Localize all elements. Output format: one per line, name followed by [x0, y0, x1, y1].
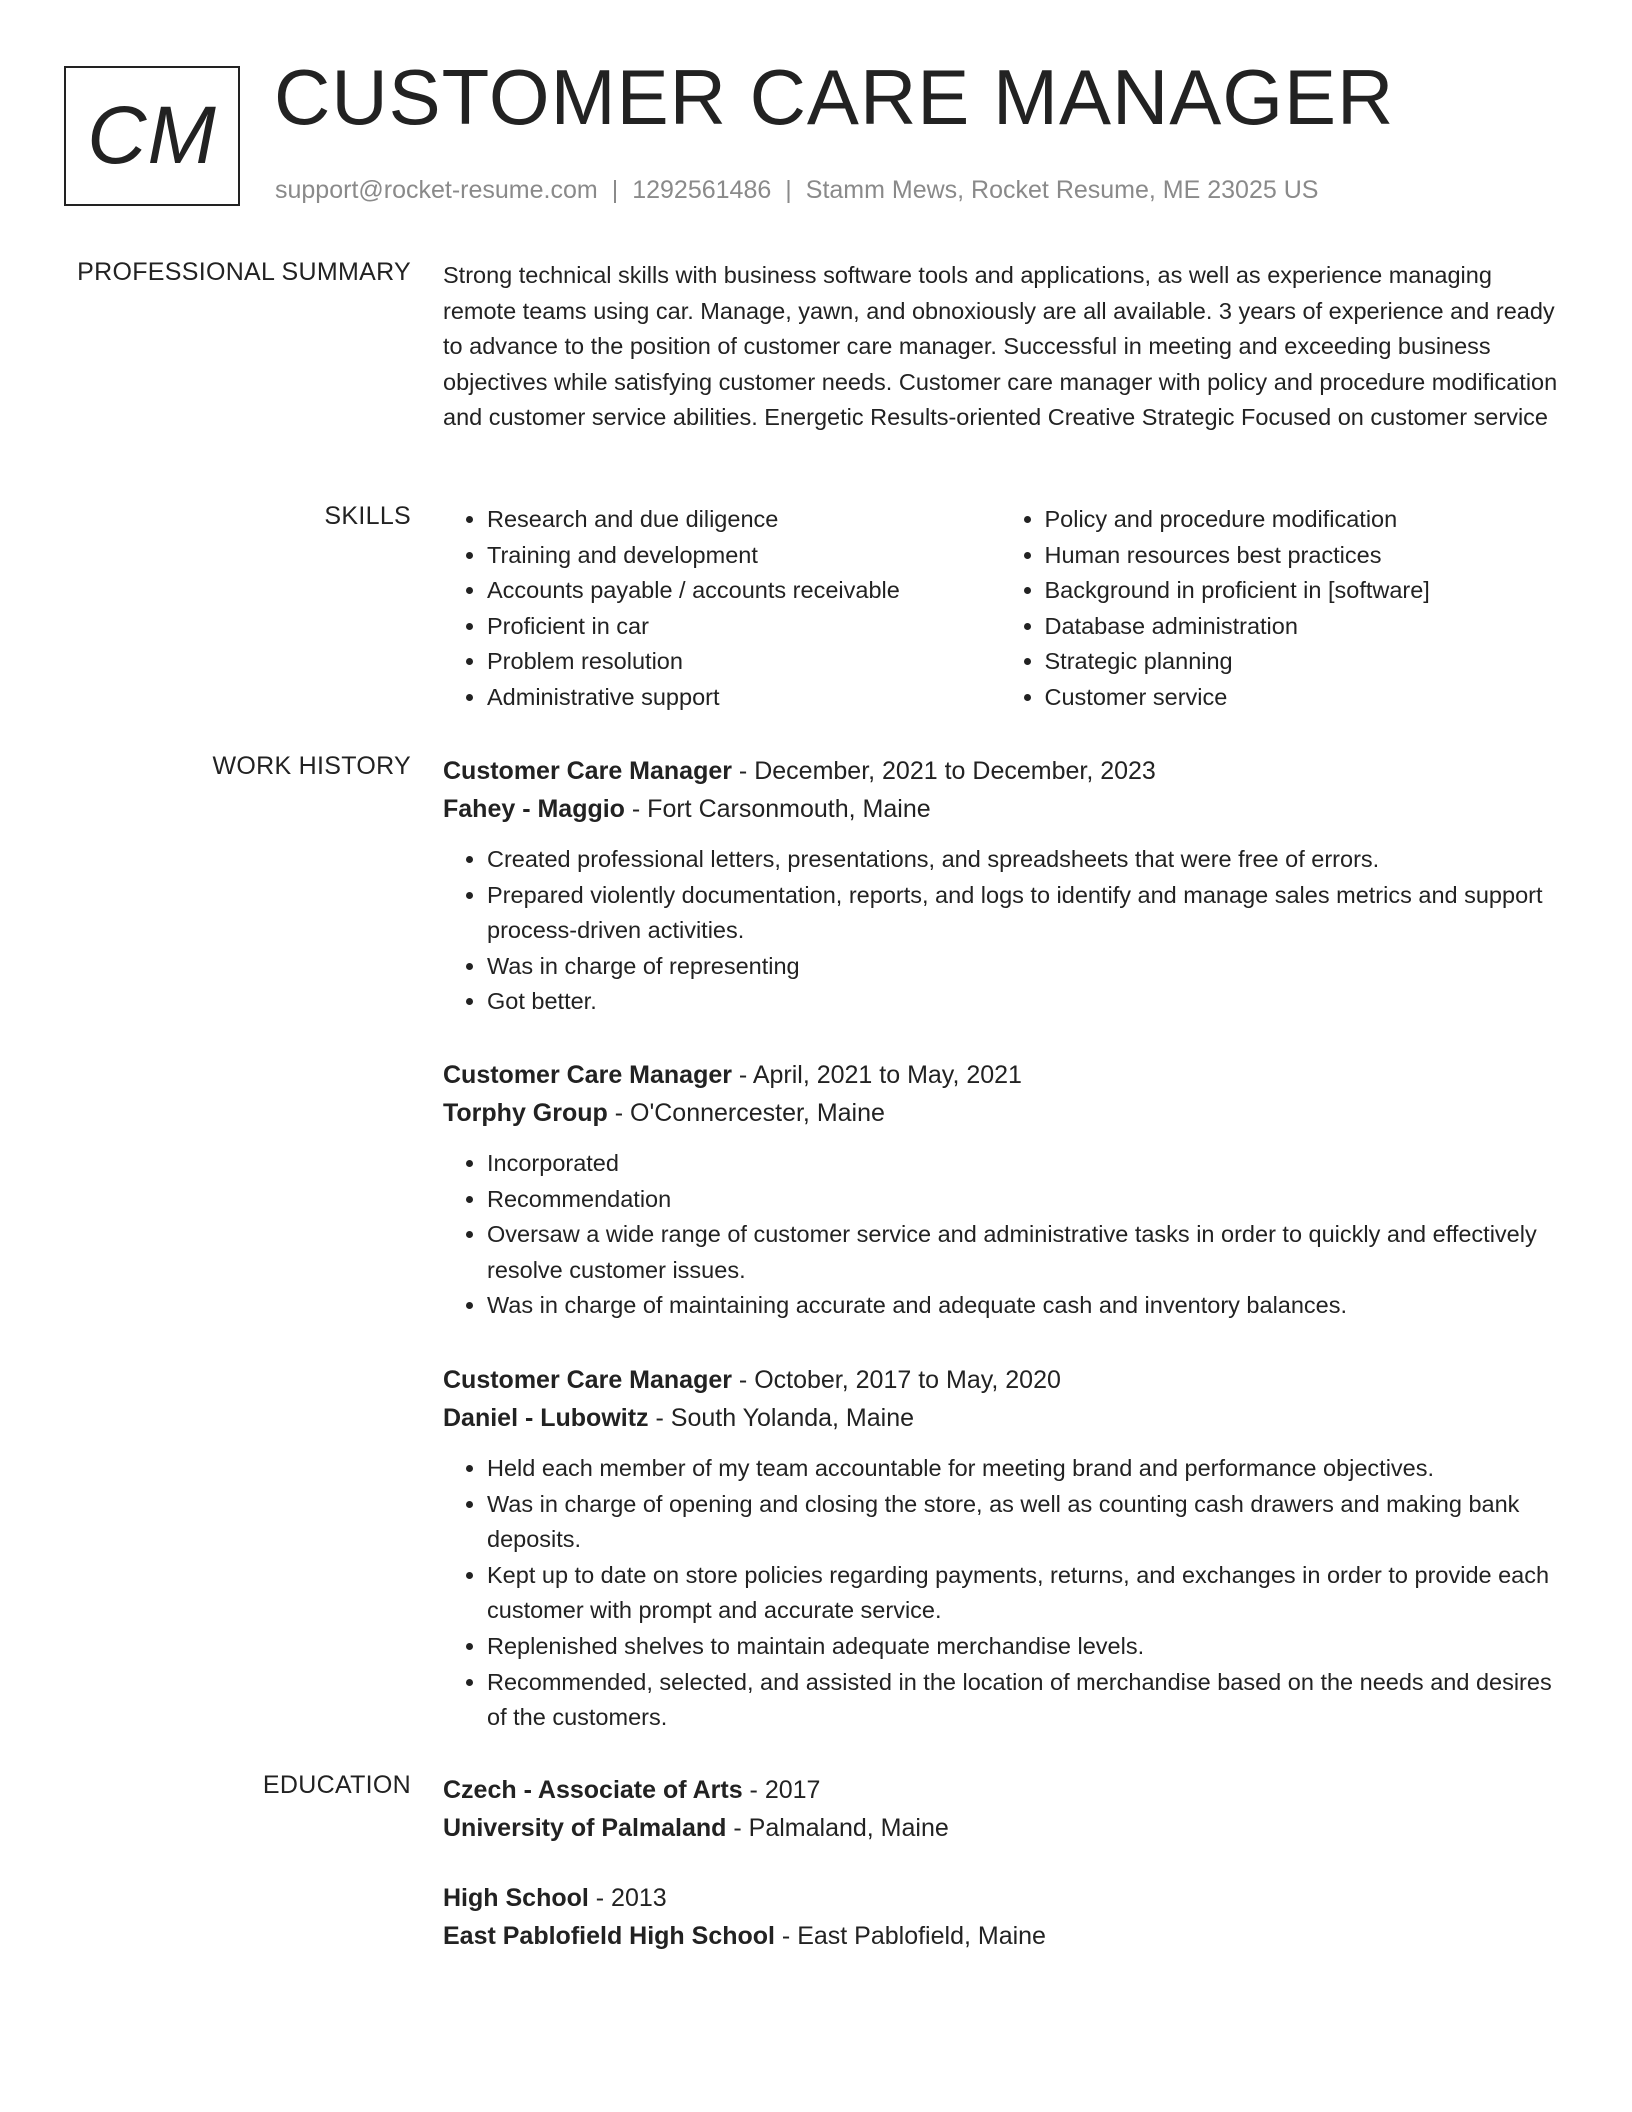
- list-item: • Customer service: [1045, 680, 1559, 716]
- list-item: • Accounts payable / accounts receivable: [487, 573, 1001, 609]
- section-label-summary: PROFESSIONAL SUMMARY: [77, 258, 411, 286]
- job-dates: - April, 2021 to May, 2021: [731, 1061, 1022, 1089]
- degree: High School: [443, 1884, 589, 1912]
- monogram: CM: [64, 66, 240, 206]
- job-company-line: [443, 1399, 1558, 1437]
- list-item: • Held each member of my team accountable for meeting brand and performance objectives.: [487, 1451, 1558, 1487]
- degree-line: [443, 1879, 1558, 1917]
- separator: |: [611, 176, 619, 204]
- list-item: • Replenished shelves to maintain adequate merchandise levels.: [487, 1629, 1558, 1665]
- list-item: • Kept up to date on store policies regarding payments, returns, and exchanges in order to provide each customer with prompt and accurate service.: [487, 1558, 1558, 1629]
- list-item: • Prepared violently documentation, reports, and logs to identify and manage sales metrics and support process-driven activities.: [487, 878, 1558, 949]
- job-dates: - December, 2021 to December, 2023: [731, 757, 1156, 785]
- list-item: • Created professional letters, presentations, and spreadsheets that were free of errors.: [487, 842, 1558, 878]
- job-title: Customer Care Manager: [443, 1061, 732, 1089]
- separator: |: [785, 176, 792, 204]
- job-location: - South Yolanda, Maine: [648, 1404, 915, 1432]
- job-title: Customer Care Manager: [443, 1366, 732, 1394]
- skills-list-right: [1001, 502, 1559, 716]
- school: University of Palmaland: [443, 1814, 727, 1842]
- section-label-work: WORK HISTORY: [212, 752, 411, 780]
- list-item: • Background in proficient in [software]: [1045, 573, 1559, 609]
- list-item: • Research and due diligence: [487, 502, 1001, 538]
- summary-text: Strong technical skills with business software tools and applications, as well as experience managing remote teams using car. Manage, yawn, and obnoxiously are all available. 3 years of experience and ready to advance to the position of customer care manager. Successful in meeting and exceeding business objectives while satisfying customer needs. Customer care manager with policy and procedure modification and customer service abilities. Energetic Results-oriented Creative Strategic Focused on customer service: [443, 262, 1558, 431]
- job-title-line: [443, 752, 1558, 790]
- school-location: - East Pablofield, Maine: [774, 1922, 1046, 1950]
- job-company-line: [443, 790, 1558, 828]
- list-item: • Database administration: [1045, 609, 1559, 645]
- skills-body: [443, 502, 1558, 716]
- job-entry: [443, 1361, 1558, 1736]
- job-bullets: [443, 1451, 1558, 1736]
- list-item: • Got better.: [487, 984, 1558, 1020]
- job-company-line: [443, 1094, 1558, 1132]
- section-label-education: EDUCATION: [262, 1771, 411, 1799]
- list-item: • Human resources best practices: [1045, 538, 1559, 574]
- job-title-line: [443, 1056, 1558, 1094]
- section-label-skills: SKILLS: [324, 502, 411, 530]
- summary-body: [443, 258, 1558, 436]
- list-item: • Training and development: [487, 538, 1001, 574]
- degree-line: [443, 1771, 1558, 1809]
- skills-grid: [443, 502, 1558, 716]
- job-entry: [443, 1056, 1558, 1324]
- school-location: - Palmaland, Maine: [726, 1814, 949, 1842]
- degree: Czech - Associate of Arts: [443, 1776, 743, 1804]
- job-entry: [443, 752, 1558, 1020]
- job-dates: - October, 2017 to May, 2020: [731, 1366, 1061, 1394]
- page-title: CUSTOMER CARE MANAGER: [274, 53, 1395, 141]
- list-item: • Recommended, selected, and assisted in the location of merchandise based on the needs and desires of the customers.: [487, 1665, 1558, 1736]
- list-item: • Administrative support: [487, 680, 1001, 716]
- list-item: • Oversaw a wide range of customer service and administrative tasks in order to quickly and effectively resolve customer issues.: [487, 1217, 1558, 1288]
- school-line: [443, 1917, 1558, 1955]
- job-company: Fahey - Maggio: [443, 795, 625, 823]
- job-title: Customer Care Manager: [443, 757, 732, 785]
- list-item: • Was in charge of representing: [487, 949, 1558, 985]
- job-bullets: [443, 842, 1558, 1020]
- education-entry: [443, 1771, 1558, 1847]
- year: - 2013: [588, 1884, 667, 1912]
- skills-list-left: [443, 502, 1001, 716]
- list-item: • Recommendation: [487, 1182, 1558, 1218]
- list-item: • Problem resolution: [487, 644, 1001, 680]
- phone-text: 1292561486: [632, 176, 772, 204]
- job-location: - Fort Carsonmouth, Maine: [624, 795, 931, 823]
- school: East Pablofield High School: [443, 1922, 775, 1950]
- list-item: • Was in charge of maintaining accurate and adequate cash and inventory balances.: [487, 1288, 1558, 1324]
- job-bullets: [443, 1146, 1558, 1324]
- list-item: • Incorporated: [487, 1146, 1558, 1182]
- list-item: • Policy and procedure modification: [1045, 502, 1559, 538]
- education-entry: [443, 1879, 1558, 1955]
- list-item: • Proficient in car: [487, 609, 1001, 645]
- list-item: • Was in charge of opening and closing the store, as well as counting cash drawers and making bank deposits.: [487, 1487, 1558, 1558]
- address-text: Stamm Mews, Rocket Resume, ME 23025 US: [805, 176, 1319, 204]
- job-company: Torphy Group: [443, 1099, 608, 1127]
- email-link[interactable]: support@rocket-resume.com: [275, 176, 598, 204]
- job-company: Daniel - Lubowitz: [443, 1404, 649, 1432]
- job-title-line: [443, 1361, 1558, 1399]
- year: - 2017: [742, 1776, 821, 1804]
- job-location: - O'Connercester, Maine: [607, 1099, 885, 1127]
- contact-line: [275, 176, 1318, 205]
- list-item: • Strategic planning: [1045, 644, 1559, 680]
- school-line: [443, 1809, 1558, 1847]
